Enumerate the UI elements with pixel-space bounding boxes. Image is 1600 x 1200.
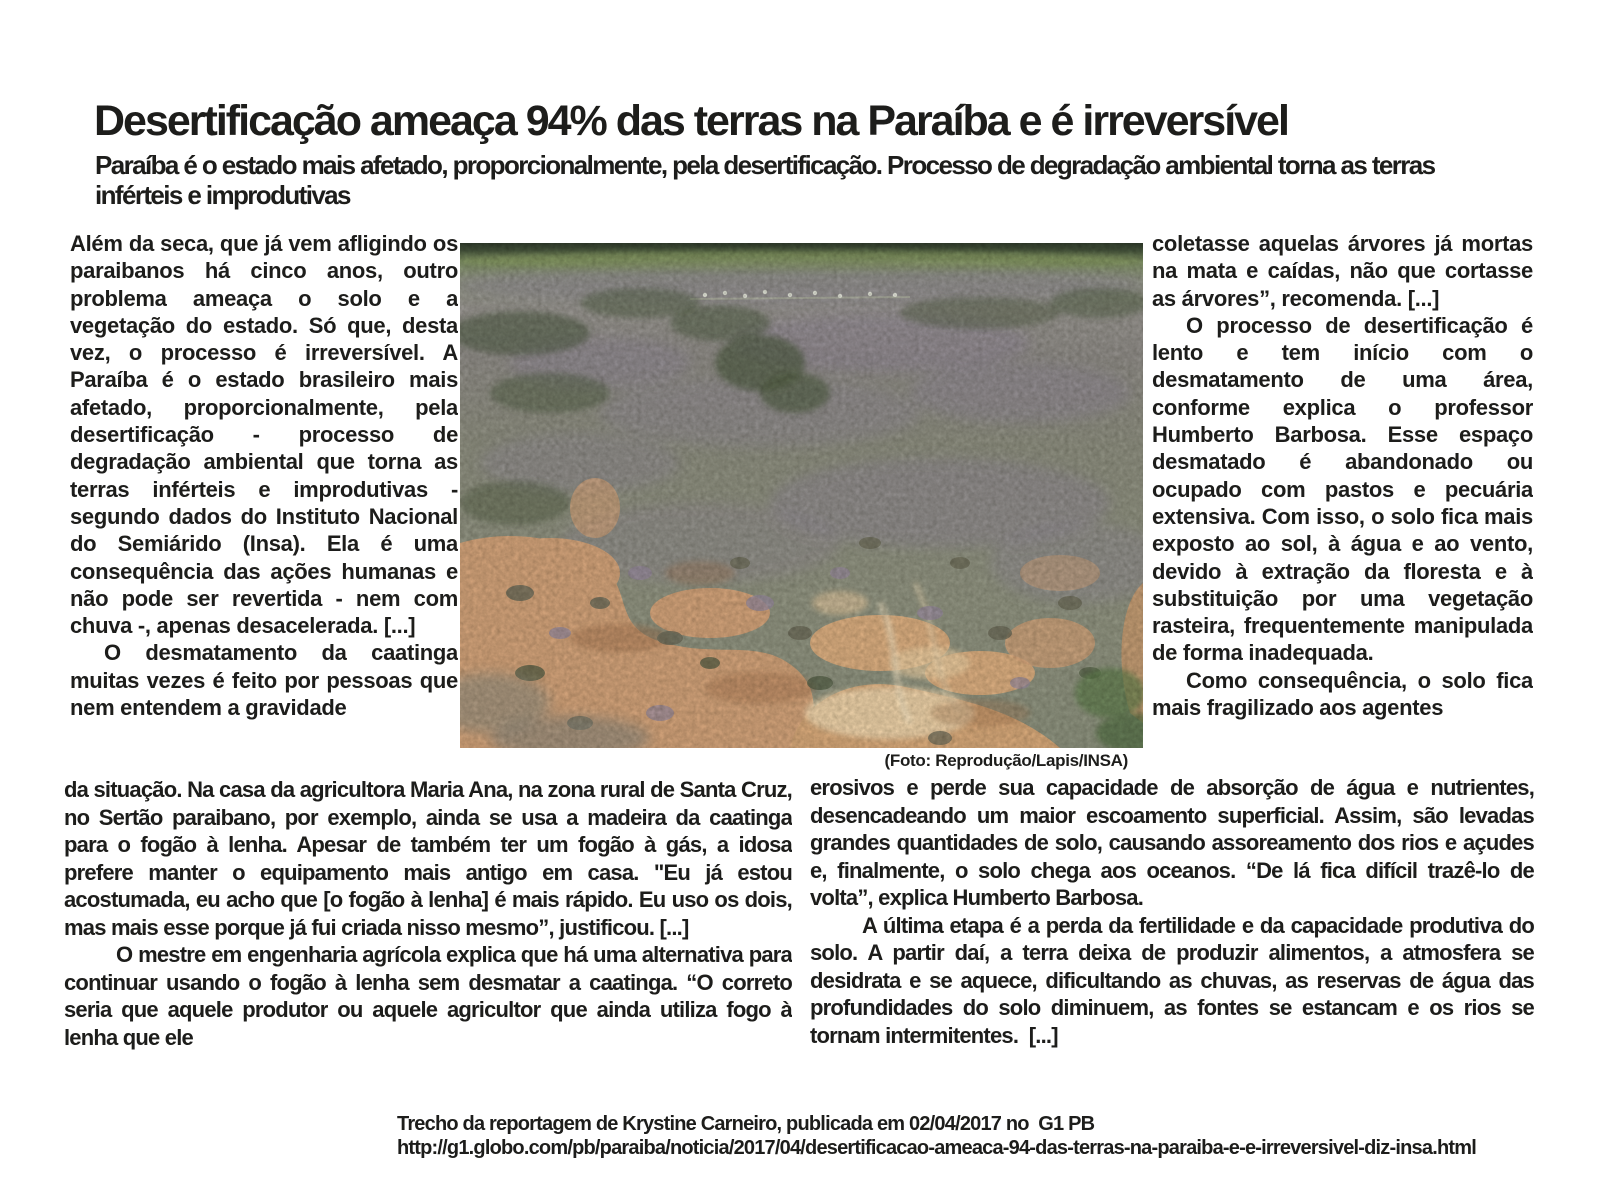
photo-caption: (Foto: Reprodução/Lapis/INSA) <box>884 751 1128 770</box>
paragraph: erosivos e perde sua capacidade de absorção de água e nutrientes, desencadeando um maior escoamento superficial. Assim, são levadas grandes quantidades de solo, causando assoreamento dos rios e açudes e, finalmente, o solo chega aos oceanos. “De lá fica difícil trazê-lo de volta”, explica Humberto Barbosa. <box>810 775 1534 910</box>
article-column-right <box>1152 230 1533 780</box>
page-subtitle: Paraíba é o estado mais afetado, proporcionalmente, pela desertificação. Processo de degradação ambiental torna as terras inférteis e improdutivas <box>95 150 1435 210</box>
caatinga-aerial-photo-illustration <box>460 243 1143 748</box>
article-bottom-left <box>64 776 792 1091</box>
paragraph: O processo de desertificação é lento e tem início com o desmatamento de uma área, conforme explica o professor Humberto Barbosa. Esse espaço desmatado é abandonado ou ocupado com pastos e pecuária extensiva. Com isso, o solo fica mais exposto ao sol, à água e ao vento, devido à extração da floresta e à substituição por uma vegetação rasteira, frequentemente manipulada de forma inadequada. <box>1152 312 1533 666</box>
paragraph: coletasse aquelas árvores já mortas na mata e caídas, não que cortasse as árvores”, recomenda. [...] <box>1152 231 1533 311</box>
paragraph: O mestre em engenharia agrícola explica que há uma alternativa para continuar usando o fogão à lenha sem desmatar a caatinga. “O correto seria que aquele produtor ou aquele agricultor que ainda utiliza fogo à lenha que ele <box>64 942 792 1050</box>
page-title: Desertificação ameaça 94% das terras na Paraíba e é irreversível <box>94 97 1288 145</box>
paragraph: Além da seca, que já vem afligindo os paraibanos há cinco anos, outro problema ameaça o solo e a vegetação do estado. Só que, desta vez, o processo é irreversível. A Paraíba é o estado brasileiro mais afetado, proporcionalmente, pela desertificação - processo de degradação ambiental que torna as terras inférteis e improdutivas - segundo dados do Instituto Nacional do Semiárido (Insa). Ela é uma consequência das ações humanas e não pode ser revertida - nem com chuva -, apenas desacelerada. [...] <box>70 231 458 639</box>
paragraph: O desmatamento da caatinga muitas vezes é feito por pessoas que nem entendem a gravidade <box>70 640 458 721</box>
paragraph: da situação. Na casa da agricultora Maria Ana, na zona rural de Santa Cruz, no Sertão paraibano, por exemplo, ainda se usa a madeira da caatinga para o fogão à lenha. Apesar de também ter um fogão à gás, a idosa prefere manter o equipamento mais antigo em casa. "Eu já estou acostumada, eu acho que [o fogão à lenha] é mais rápido. Eu uso os dois, mas mais esse porque já fui criada nisso mesmo”, justificou. [...] <box>64 777 792 940</box>
source-credit: Trecho da reportagem de Krystine Carneiro, publicada em 02/04/2017 no G1 PB <box>397 1113 1095 1135</box>
article-bottom-right <box>810 774 1534 1104</box>
article-column-left <box>70 230 458 780</box>
paragraph: Como consequência, o solo fica mais fragilizado aos agentes <box>1152 667 1533 721</box>
landscape-photo <box>460 243 1143 748</box>
paragraph: A última etapa é a perda da fertilidade e da capacidade produtiva do solo. A partir daí, a terra deixa de produzir alimentos, a atmosfera se desidrata e se aquece, dificultando as chuvas, as reservas de água das profundidades do solo diminuem, as fontes se estancam e os rios se tornam intermitentes. [...] <box>810 912 1534 1048</box>
source-url: http://g1.globo.com/pb/paraiba/noticia/2017/04/desertificacao-ameaca-94-das-terras-na-paraiba-e-e-irreversivel-diz-insa.html <box>397 1137 1476 1159</box>
source-credit-block <box>397 1112 1547 1160</box>
